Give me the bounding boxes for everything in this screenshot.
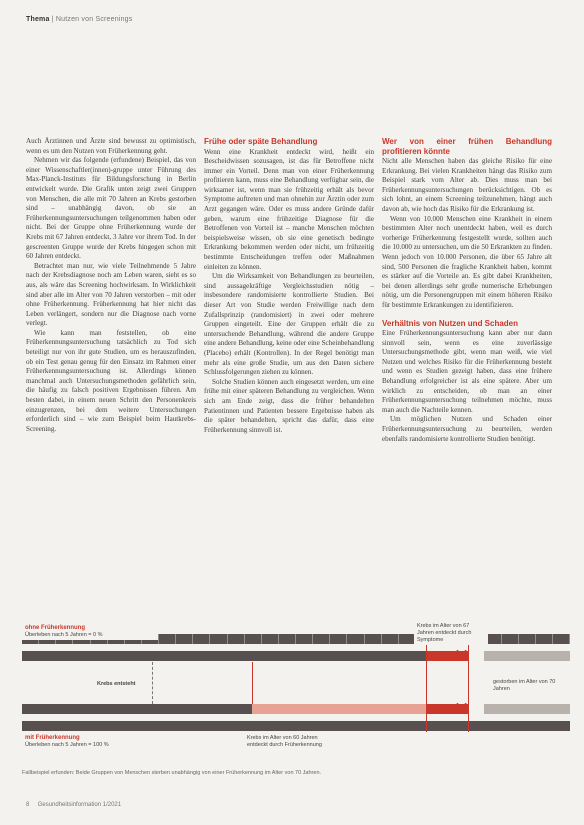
page-header: [26, 16, 132, 23]
label-with-screening: [22, 734, 158, 750]
section-separator: |: [51, 16, 56, 23]
page-footer: [26, 802, 121, 808]
page-number: 8: [26, 802, 30, 808]
section-heading: Verhältnis von Nutzen und Schaden: [382, 318, 519, 328]
paragraph: Wenn von 10.000 Menschen eine Krankheit in einem bestimmten Alter noch unentdeckt haben, weil es durch vorherige Früherkennung festgestellt wurde, sollten auch die 10.000 zu untersuchen, um die 50 Erkrankten zu finden. Wenn jedoch von 10.000 Personen, die über 65 Jahre alt sind, 500 Personen die fragliche Krankheit haben, kommt es stärker auf die Vorteile an. Es gibt dabei Krankheiten, bei denen allerdings sehr große numerische Erhebungen nötig, um die Personengruppen mit einem höheren Risiko für bestimmte Erkrankungen zu identifizieren.: [382, 214, 552, 309]
label-screening-detection: [244, 734, 330, 750]
cancer-start-line: [152, 662, 153, 704]
section-heading: Wer von einer frühen Behandlung profitieren könnte: [382, 137, 552, 156]
label-text: Überleben nach 5 Jahren = 100 %: [25, 742, 109, 748]
section-title: Nutzen von Screenings: [55, 16, 133, 23]
timeline-bar-bottom: [22, 721, 570, 731]
paragraph: Auch Ärztinnen und Ärzte sind bewusst zu optimistisch, wenn es um den Nutzen von Früherkennung geht.: [26, 137, 196, 155]
text-column-3: [382, 137, 552, 444]
screening-detection-line: [252, 662, 253, 704]
text-column-1: [26, 137, 196, 434]
death-marker-icon: ✕: [454, 699, 470, 719]
timeline-without-screening-healthy: [22, 651, 426, 661]
label-symptom-detection: [414, 622, 488, 645]
timeline-after-death: [484, 651, 570, 661]
timeline-after-death: [484, 704, 570, 714]
timeline-with-screening-early: [252, 704, 426, 714]
label-without-screening: [22, 624, 158, 640]
section-label: Thema: [26, 16, 50, 23]
footer-spacer: [31, 802, 36, 808]
death-marker-icon: ✕: [454, 646, 470, 666]
timeline-with-screening-healthy: [22, 704, 252, 714]
paragraph: Wenn eine Krankheit entdeckt wird, heißt ein Bescheidwissen sozusagen, ist das für Betroffene nicht immer ein Vorteil. Denn man von einer Früherkennung profitieren kann, muss eine Behandlung verfügbar sein, die wirksamer ist, wenn man sie frühzeitig erhält als bevor Symptome auftreten und man ohnehin zur Ärztin oder zum Arzt gegangen wäre. Oder es muss andere Gründe dafür geben, warum eine frühzeitige Diagnose für die Betroffenen von Vorteil ist – manche Menschen möchten beispielsweise wissen, ob sie eine genetisch bedingte Erkrankung bekommen werden oder nicht, um frühzeitig bestimmte Entscheidungen treffen oder Maßnahmen einleiten zu können.: [204, 147, 374, 271]
label-title: mit Früherkennung: [25, 735, 80, 741]
paragraph: Solche Studien können auch eingesetzt werden, um eine frühe mit einer späteren Behandlung zu vergleichen. Wenn sich am Ende zeigt, dass die früher behandelten Patientinnen und Patienten bessere Ergebnisse haben als die später behandelten, spricht das dafür, dass eine Früherkennung sinnvoll ist.: [204, 377, 374, 434]
publication-name: Gesundheitsinformation 1/2021: [37, 802, 122, 808]
label-text: Überleben nach 5 Jahren = 0 %: [25, 632, 103, 638]
label-text: gestorben im Alter von 70 Jahren: [493, 679, 556, 692]
label-title: ohne Früherkennung: [25, 625, 85, 631]
label-text: Krebs im Alter von 60 Jahren entdeckt durch Früherkennung: [247, 735, 322, 748]
paragraph: Eine Früherkennungsuntersuchung kann aber nur dann sinnvoll sein, wenn es eine zuverlässige Untersuchungsmethode gibt, wenn man weiß, wie viel Nutzen und welches Risiko für die Früherkennung besteht und wenn es Studien gezeigt haben, dass eine frühere Behandlung erfolgreicher ist als eine spätere. Aber um wirklich zu entscheiden, ob man an einer Früherkennungsuntersuchung teilnehmen möchte, muss man auch die Nachteile kennen.: [382, 329, 552, 414]
figure-caption: Fallbeispiel erfunden: Beide Gruppen von Menschen sterben unabhängig von einer Früherkennung im Alter von 70 Jahren.: [22, 770, 322, 776]
paragraph: Nicht alle Menschen haben das gleiche Risiko für eine Erkrankung. Bei vielen Krankheiten hängt das Risiko zum Beispiel stark vom Alter ab. Dies muss man bei Früherkennungsuntersuchungen berücksichtigen. Ob es sich lohnt, an einem Screening teilzunehmen, hängt auch davon ab, wie hoch das Risiko für die Erkrankung ist.: [382, 157, 552, 213]
section-heading: Frühe oder späte Behandlung: [204, 137, 318, 146]
label-cancer-start: [94, 680, 139, 689]
paragraph: Um die Wirksamkeit von Behandlungen zu beurteilen, sind aussagekräftige Vergleichsstudien nötig – insbesondere randomisierte kontrollierte Studien. Bei dieser Art von Studie werden Freiwillige nach dem Zufallsprinzip (randomisiert) in zwei oder mehrere Gruppen eingeteilt. Eine der Gruppen erhält die zu untersuchende Behandlung, während die andere Gruppe eine andere Behandlung, keine oder eine Scheinbehandlung (Placebo) erhält (Kontrollen). In der Regel benötigt man mehr als eine große Studie, um aus den Daten sichere Schlussfolgerungen ziehen zu können.: [204, 272, 374, 377]
label-text: Krebs entsteht: [97, 681, 136, 687]
paragraph: Um möglichen Nutzen und Schaden einer Früherkennungsuntersuchung zu beurteilen, werden ebenfalls randomisierte kontrollierte Studien benötigt.: [382, 415, 552, 443]
label-text: Krebs im Alter von 67 Jahren entdeckt durch Symptome: [417, 623, 472, 643]
timeline-figure: [14, 622, 570, 768]
paragraph: Wie kann man feststellen, ob eine Früherkennungsuntersuchung tatsächlich zu Tod sich beteiligt nur von ihr gute Studien, um es herauszufinden, ob ein Test genau genug für den Einsatz im Rahmen einer Früherkennungsuntersuchung ist. Allerdings können manchmal auch Untersuchungsmethoden gefährlich sein, die häufig zu falsch positiven Ergebnissen führen. Am besten dabei, in einem neuen Schritt den Personenkreis einzugrenzen, bei dem weitere Untersuchungen erforderlich sind – wie zum Beispiel beim Hautkrebs-Screening.: [26, 328, 196, 433]
text-column-2: [204, 137, 374, 435]
paragraph: Betrachtet man nur, wie viele Teilnehmende 5 Jahre nach der Krebsdiagnose noch am Leben waren, sieht es so aus, als wäre das Screening hochwirksam. In Wirklichkeit sind aber alle im Alter von 70 Jahren verstorben – mit oder ohne Früherkennung. Früherkennung hat hier nicht das Leben verlängert, sondern nur die Diagnose nach vorne verlegt.: [26, 261, 196, 328]
label-died: [490, 678, 568, 694]
paragraph: Nehmen wir das folgende (erfundene) Beispiel, das von einer Wissenschaftler(innen)-gruppe unter Führung des Max-Planck-Instituts für Bildungsforschung in Berlin entwickelt wurde. Die Grafik unten zeigt zwei Gruppen von Menschen, die alle mit 70 Jahren an Krebs gestorben sind – unabhängig davon, ob sie an Früherkennungsuntersuchungen teilgenommen haben oder nicht. Bei der Gruppe ohne Früherkennung wurde der Krebs mit 67 Jahren entdeckt, 3 Jahre vor ihrem Tod. In der gescreenten Gruppe wurde der Krebs hingegen schon mit 60 Jahren entdeckt.: [26, 156, 196, 261]
